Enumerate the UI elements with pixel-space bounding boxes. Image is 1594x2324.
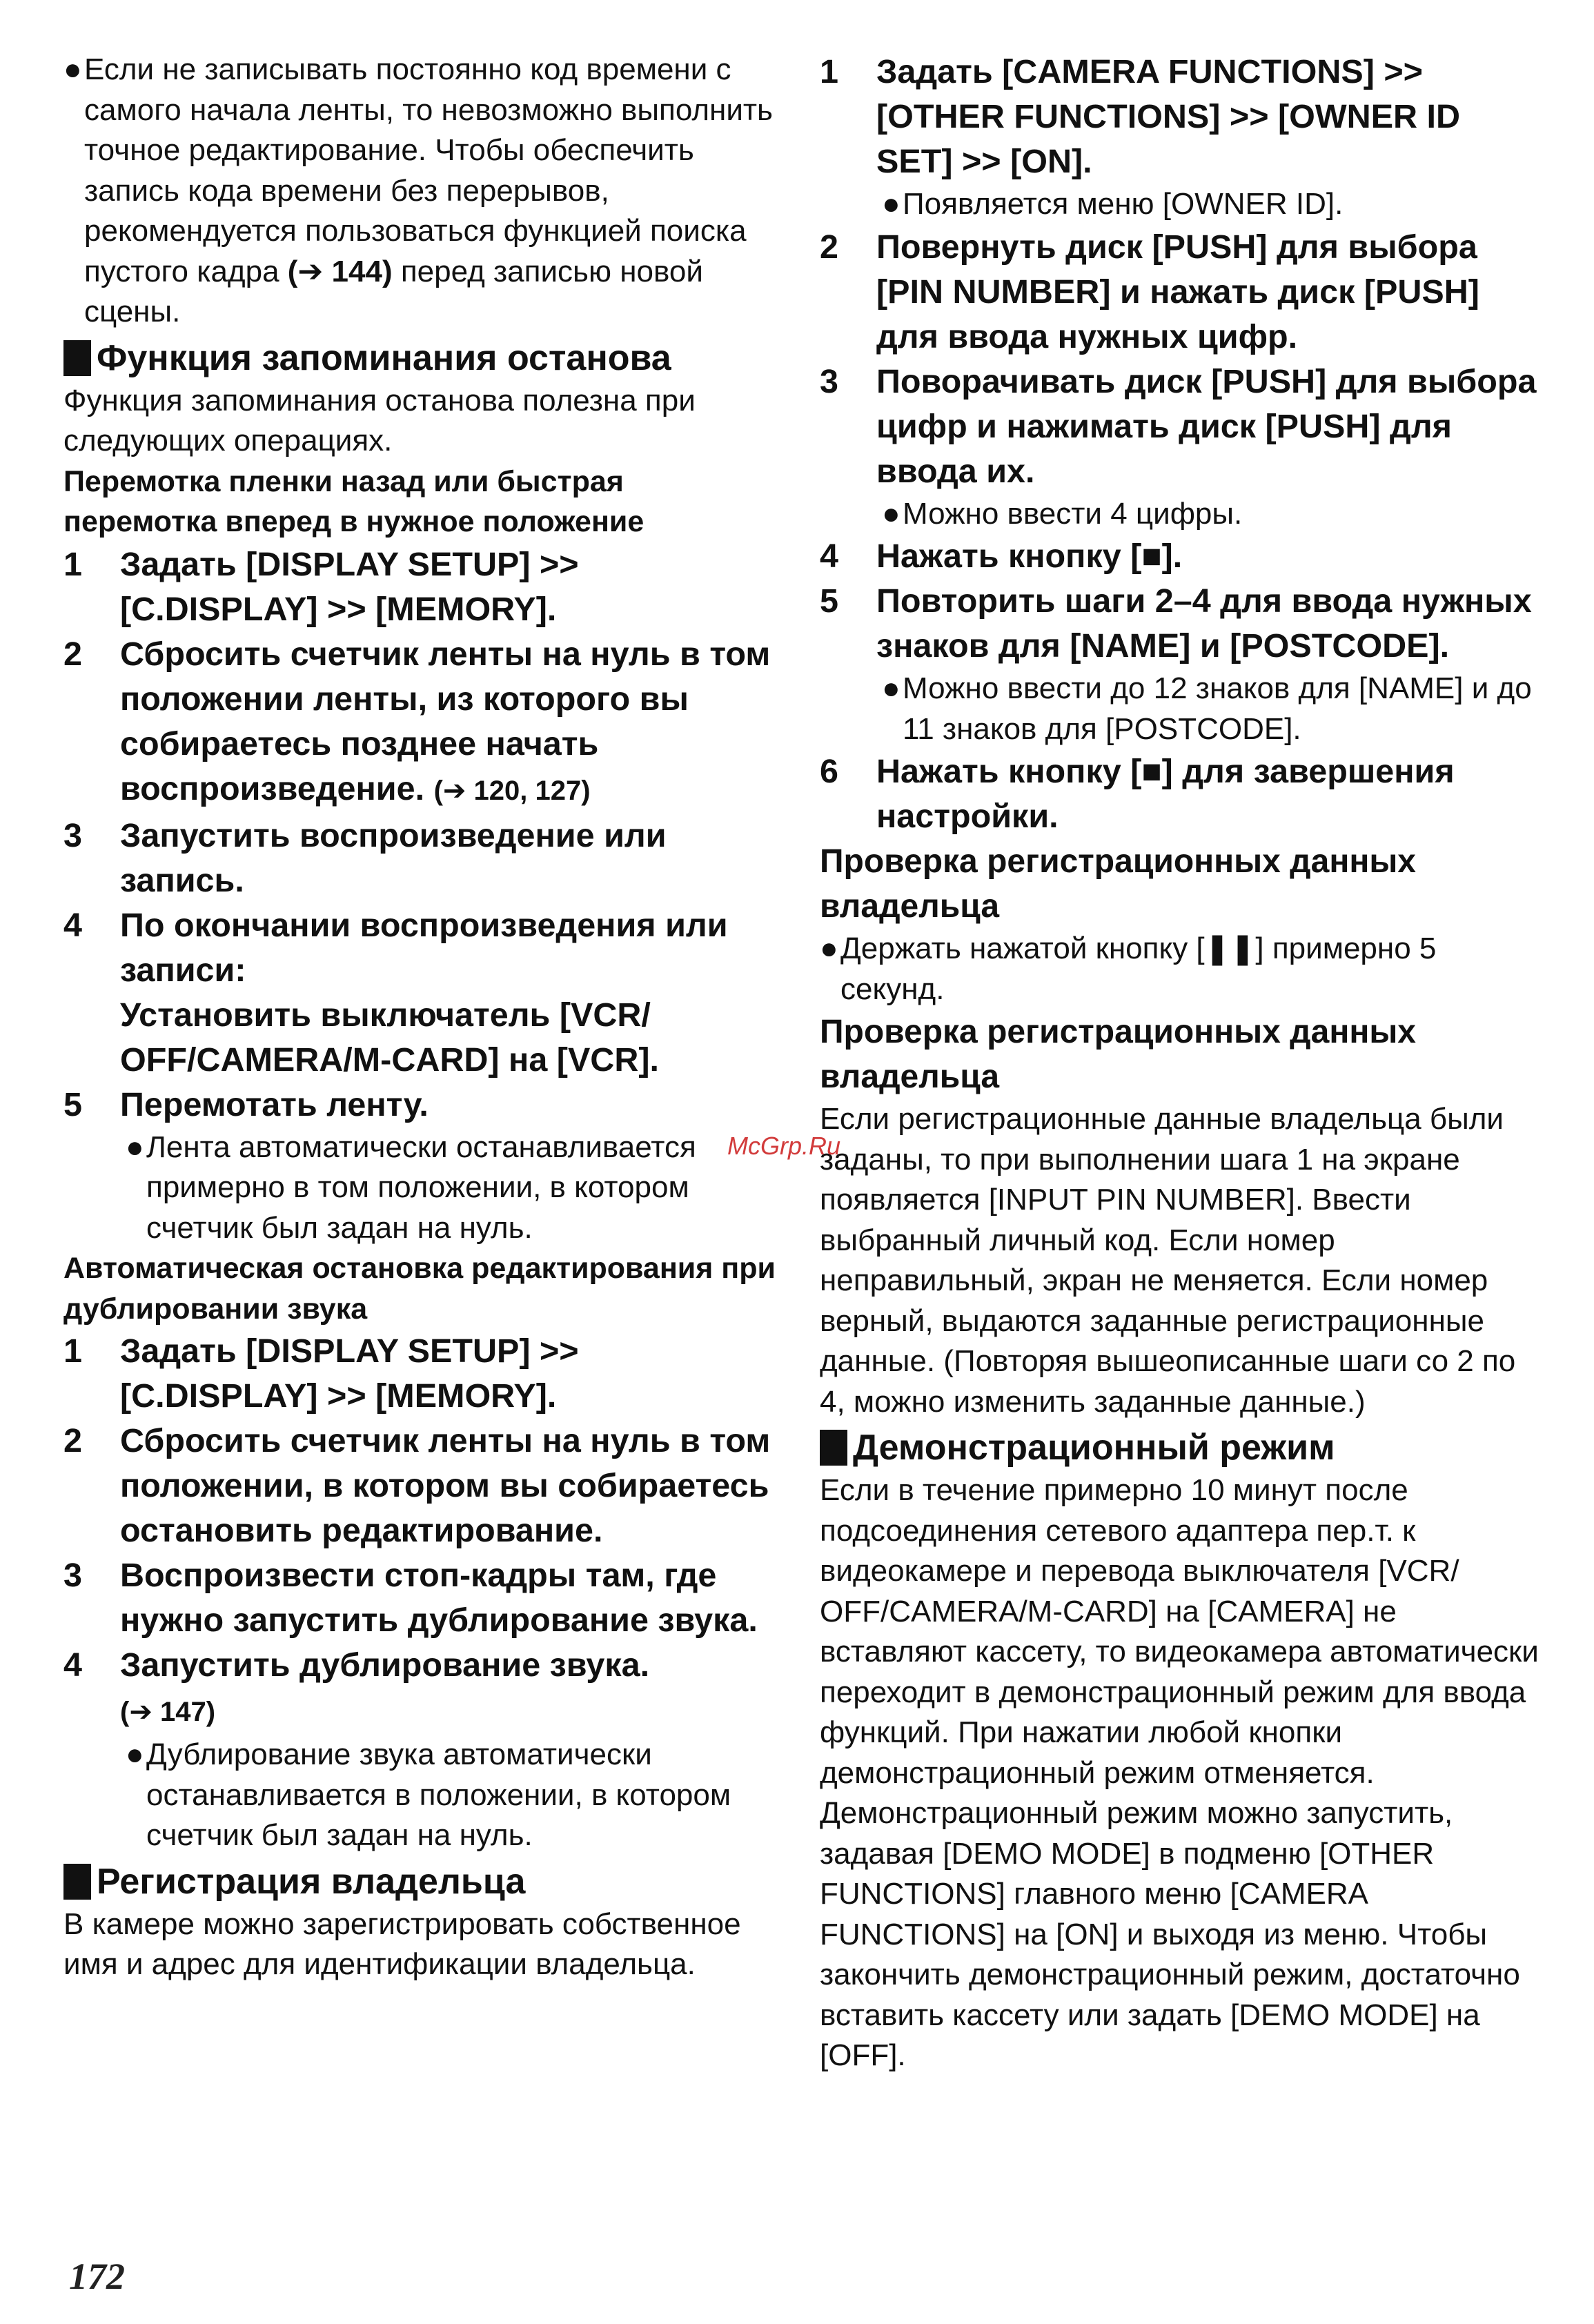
step-item	[63, 542, 785, 632]
step-text: Поворачивать диск [PUSH] для выбора цифр и нажимать диск [PUSH] для ввода их.	[876, 362, 1537, 490]
step-text	[120, 903, 785, 1083]
step-number: 1	[63, 545, 82, 583]
step-number: 1	[820, 53, 838, 90]
note-text: Можно ввести до 12 знаков для [NAME] и до 11 знаков для [POSTCODE].	[903, 671, 1532, 746]
step-note	[882, 669, 1541, 749]
page-ref: (➔ 120, 127)	[433, 775, 591, 806]
step-number: 2	[820, 228, 838, 266]
check-body: Если регистрационные данные владельца были заданы, то при выполнении шага 1 на экране появляется [INPUT PIN NUMBER]. Ввести выбранный личный код. Если номер неправильный, экран не меняется. Если номер верный, выдаются заданные регистрационные данные. (Повторяя вышеописанные шаги со 2 по 4, можно изменить заданные данные.)	[820, 1102, 1516, 1419]
step-number: 3	[820, 362, 838, 400]
step-note	[882, 184, 1541, 225]
subheading-rewind: Перемотка пленки назад или быстрая перемотка вперед в нужное положение	[63, 464, 645, 538]
note-text: Держать нажатой кнопку [❚❚] примерно 5 секунд.	[840, 932, 1437, 1006]
section-title: Регистрация владельца	[97, 1861, 526, 1902]
step-item	[63, 814, 785, 903]
step-item	[63, 1329, 785, 1419]
watermark-text: McGrp.Ru	[727, 1132, 841, 1160]
section-intro: Функция запоминания останова полезна при следующих операциях.	[63, 383, 696, 457]
step-item	[63, 903, 785, 1083]
bullet-icon: ●	[126, 1130, 144, 1164]
section-intro: В камере можно зарегистрировать собственное имя и адрес для идентификации владельца.	[63, 1907, 741, 1981]
intro-note-tail: перед записью новой сцены.	[84, 254, 703, 328]
step-text: Повернуть диск [PUSH] для выбора [PIN NUMBER] и нажать диск [PUSH] для ввода нужных цифр.	[876, 228, 1479, 355]
step-item	[63, 1419, 785, 1553]
step-text: Запустить воспроизведение или запись.	[120, 816, 667, 899]
check-note	[820, 929, 1541, 1010]
step-item	[63, 1643, 785, 1735]
step-text-main: По окончании воспроизведения или записи:	[120, 906, 728, 989]
step-item	[63, 1083, 785, 1127]
page-number: 172	[69, 2256, 125, 2297]
section-title: Демонстрационный режим	[853, 1428, 1335, 1468]
bullet-icon: ●	[820, 932, 838, 965]
step-item	[820, 50, 1541, 184]
step-number: 4	[63, 906, 82, 944]
step-item	[820, 534, 1541, 579]
step-note	[126, 1735, 785, 1856]
step-number: 2	[63, 635, 82, 673]
bullet-icon: ●	[882, 671, 901, 705]
step-item	[820, 225, 1541, 360]
step-number: 5	[820, 582, 838, 620]
step-note	[882, 494, 1541, 535]
step-item	[820, 579, 1541, 669]
step-text: Нажать кнопку [■] для завершения настройки.	[876, 753, 1455, 835]
bullet-icon: ●	[882, 187, 901, 221]
step-text: Нажать кнопку [■].	[876, 538, 1183, 575]
subheading-check-owner-2: Проверка регистрационных данных владельца	[820, 1014, 1416, 1095]
step-text: Воспроизвести стоп-кадры там, где нужно запустить дублирование звука.	[120, 1557, 758, 1639]
section-marker-icon	[63, 1864, 91, 1900]
step-item	[820, 749, 1541, 839]
step-number: 1	[63, 1332, 82, 1370]
step-text: Перемотать ленту.	[120, 1085, 429, 1123]
step-item	[63, 632, 785, 814]
step-number: 6	[820, 753, 838, 790]
step-number: 3	[63, 1557, 82, 1594]
step-text	[120, 632, 785, 814]
bullet-icon: ●	[126, 1737, 144, 1771]
step-text: Задать [CAMERA FUNCTIONS] >> [OTHER FUNCTIONS] >> [OWNER ID SET] >> [ON].	[876, 53, 1461, 180]
step-text: Задать [DISPLAY SETUP] >> [C.DISPLAY] >> [MEMORY].	[120, 545, 579, 628]
subheading-check-owner: Проверка регистрационных данных владельца	[820, 843, 1416, 925]
note-text: Можно ввести 4 цифры.	[903, 496, 1243, 531]
step-item	[820, 360, 1541, 494]
section-heading-stop-memory	[63, 335, 785, 381]
step-text: Повторить шаги 2–4 для ввода нужных знаков для [NAME] и [POSTCODE].	[876, 582, 1532, 664]
step-note	[126, 1127, 785, 1249]
step-number: 4	[820, 538, 838, 575]
step-text-secondary: Установить выключатель [VCR/ OFF/CAMERA/M-CARD] на [VCR].	[120, 996, 659, 1079]
step-number: 5	[63, 1085, 82, 1123]
step-text: Сбросить счетчик ленты на нуль в том положении, в котором вы собираетесь остановить редактирование.	[120, 1422, 771, 1549]
step-text: Задать [DISPLAY SETUP] >> [C.DISPLAY] >> [MEMORY].	[120, 1332, 579, 1415]
section-title: Функция запоминания останова	[97, 337, 671, 378]
right-column	[820, 50, 1541, 2076]
section-heading-owner-id	[63, 1859, 785, 1904]
bullet-icon: ●	[882, 496, 901, 531]
left-column	[63, 50, 785, 1985]
step-number: 4	[63, 1646, 82, 1684]
page-ref: (➔ 144)	[287, 254, 393, 288]
note-text: Появляется меню [OWNER ID].	[903, 187, 1344, 221]
subheading-audio-dub: Автоматическая остановка редактирования при дублировании звука	[63, 1252, 776, 1326]
step-text-main: Запустить дублирование звука.	[120, 1646, 650, 1684]
section-marker-icon	[63, 340, 91, 376]
page-ref: (➔ 147)	[120, 1697, 216, 1727]
intro-note-text: Если не записывать постоянно код времени с самого начала ленты, то невозможно выполнить точное редактирование. Чтобы обеспечить запись кода времени без перерывов, рекомендуется пользоваться функцией поиска пустого кадра	[84, 52, 773, 288]
step-item	[63, 1553, 785, 1643]
note-text: Лента автоматически останавливается примерно в том положении, в котором счетчик был задан на нуль.	[146, 1130, 696, 1245]
step-text-main: Сбросить счетчик ленты на нуль в том положении ленты, из которого вы собираетесь позднее начать воспроизведение.	[120, 635, 771, 807]
demo-body: Если в течение примерно 10 минут после подсоединения сетевого адаптера пер.т. к видеокамере и перевода выключателя [VCR/ OFF/CAMERA/M-CARD] на [CAMERA] не вставляют кассету, то видеокамера автоматически переходит в демонстрационный режим для ввода функций. При нажатии любой кнопки демонстрационный режим отменяется. Демонстрационный режим можно запустить, задавая [DEMO MODE] в подменю [OTHER FUNCTIONS] главного меню [CAMERA FUNCTIONS] на [ON] и выходя из меню. Чтобы закончить демонстрационный режим, достаточно вставить кассету или задать [DEMO MODE] на [OFF].	[820, 1473, 1539, 2072]
section-heading-demo-mode	[820, 1425, 1541, 1470]
step-text	[120, 1643, 785, 1735]
step-number: 3	[63, 816, 82, 854]
note-text: Дублирование звука автоматически останавливается в положении, в котором счетчик был задан на нуль.	[146, 1737, 731, 1852]
section-marker-icon	[820, 1430, 847, 1466]
step-number: 2	[63, 1422, 82, 1459]
bullet-icon: ●	[63, 52, 82, 86]
intro-note	[63, 50, 785, 333]
